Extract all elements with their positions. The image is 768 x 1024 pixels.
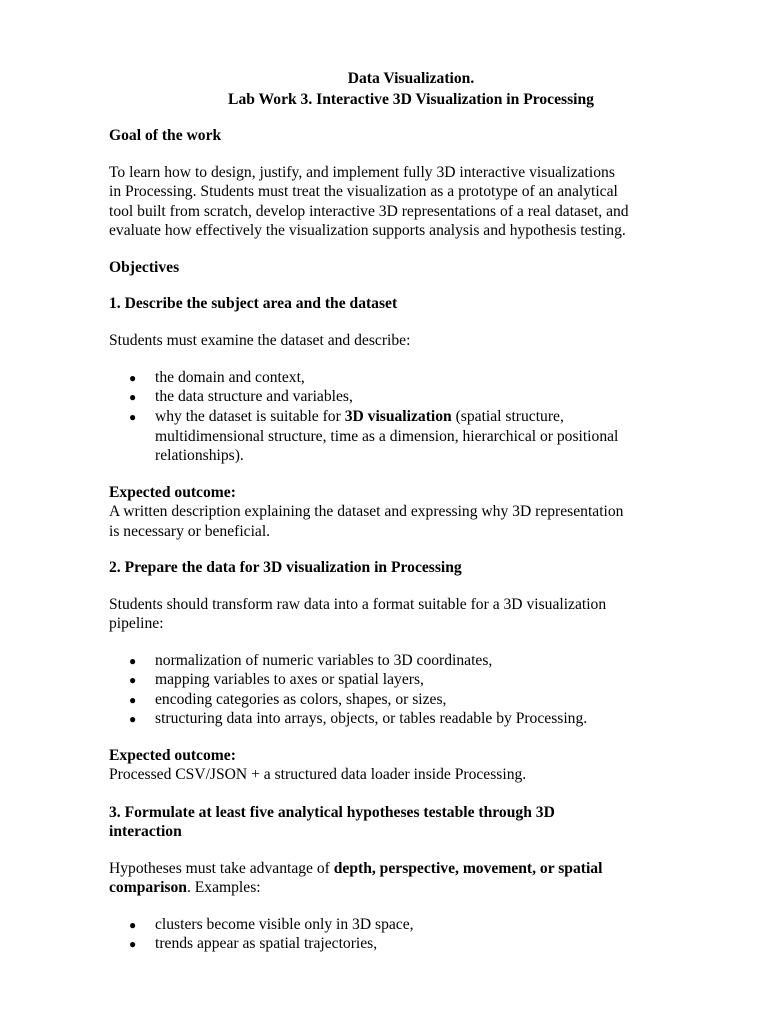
goal-line-1: To learn how to design, justify, and implement fully 3D interactive visualizations: [109, 164, 615, 181]
section-3-intro-emphasis: depth, perspective, movement, or spatial: [333, 860, 603, 877]
bullet-icon: ●: [129, 390, 137, 404]
bullet-icon: ●: [129, 918, 137, 932]
section-3-heading-line-2: interaction: [109, 823, 182, 840]
document-title: Data Visualization.: [347, 70, 475, 87]
section-3-intro-text: . Examples:: [186, 879, 261, 896]
section-1-intro: Students must examine the dataset and describe:: [109, 332, 411, 349]
goal-heading: Goal of the work: [109, 127, 222, 144]
list-item-text: (spatial structure,: [451, 408, 564, 425]
section-1-outcome-line-1: A written description explaining the dataset and expressing why 3D representation: [109, 503, 624, 520]
section-2-intro-line-2: pipeline:: [109, 615, 164, 632]
list-item: encoding categories as colors, shapes, or sizes,: [155, 691, 447, 708]
section-1-outcome-line-2: is necessary or beneficial.: [109, 523, 271, 540]
objectives-heading: Objectives: [109, 259, 180, 276]
list-item: the data structure and variables,: [155, 388, 353, 405]
bullet-icon: ●: [129, 371, 137, 385]
list-item-continuation: relationships).: [155, 447, 244, 464]
section-3-intro-line-2: [109, 878, 719, 898]
list-item: trends appear as spatial trajectories,: [155, 935, 378, 952]
list-item: structuring data into arrays, objects, or tables readable by Processing.: [155, 710, 588, 727]
bullet-icon: ●: [129, 410, 137, 424]
bullet-icon: ●: [129, 673, 137, 687]
section-1-heading: 1. Describe the subject area and the dataset: [109, 295, 398, 312]
list-item-text: why the dataset is suitable for: [155, 408, 345, 425]
list-item: clusters become visible only in 3D space,: [155, 916, 414, 933]
goal-line-2: in Processing. Students must treat the visualization as a prototype of an analytical: [109, 183, 618, 200]
section-3-intro-line-1: [109, 859, 719, 879]
list-item-continuation: multidimensional structure, time as a dimension, hierarchical or positional: [155, 428, 619, 445]
bullet-icon: ●: [129, 712, 137, 726]
section-2-intro-line-1: Students should transform raw data into a format suitable for a 3D visualization: [109, 596, 607, 613]
document-subtitle: Lab Work 3. Interactive 3D Visualization in Processing: [228, 91, 594, 108]
bullet-icon: ●: [129, 693, 137, 707]
list-item: the domain and context,: [155, 369, 305, 386]
section-1-outcome-heading: Expected outcome:: [109, 484, 236, 501]
section-3-intro-text: Hypotheses must take advantage of: [109, 860, 334, 877]
bullet-icon: ●: [129, 654, 137, 668]
list-item-emphasis: 3D visualization: [344, 408, 452, 425]
bullet-icon: ●: [129, 937, 137, 951]
section-3-intro-emphasis: comparison: [109, 879, 187, 896]
list-item: mapping variables to axes or spatial layers,: [155, 671, 424, 688]
section-3-heading-line-1: 3. Formulate at least five analytical hypotheses testable through 3D: [109, 804, 555, 821]
list-item: [155, 407, 564, 427]
section-2-heading: 2. Prepare the data for 3D visualization in Processing: [109, 559, 462, 576]
section-2-outcome-text: Processed CSV/JSON + a structured data loader inside Processing.: [109, 766, 527, 783]
goal-line-3: tool built from scratch, develop interactive 3D representations of a real dataset, and: [109, 203, 629, 220]
list-item: normalization of numeric variables to 3D coordinates,: [155, 652, 493, 669]
section-2-outcome-heading: Expected outcome:: [109, 747, 236, 764]
goal-line-4: evaluate how effectively the visualization supports analysis and hypothesis testing.: [109, 222, 626, 239]
